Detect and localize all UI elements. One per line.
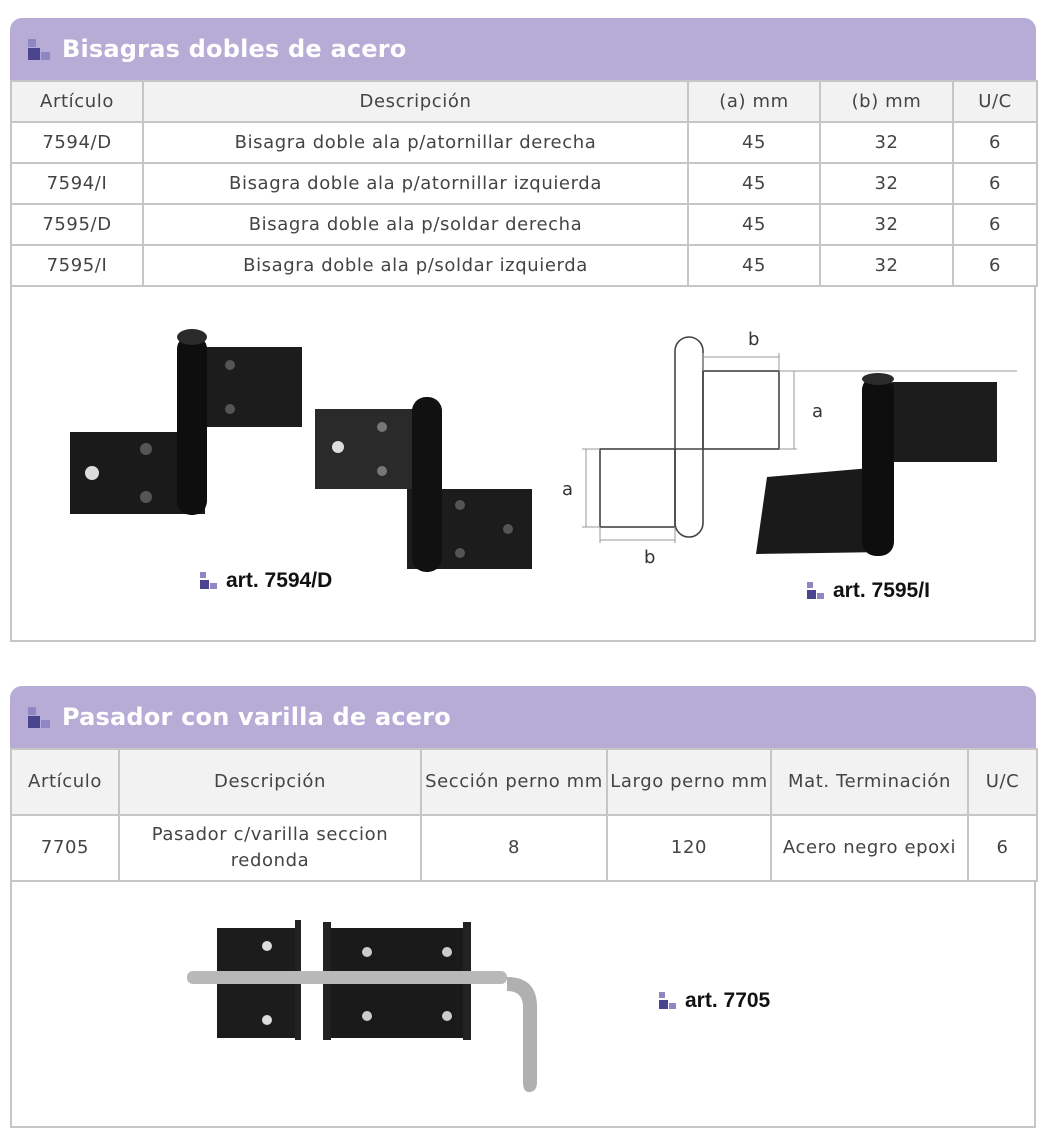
cell-largo: 120	[607, 815, 771, 881]
col-header: U/C	[953, 81, 1037, 122]
dimension-label-a: a	[812, 401, 824, 422]
table-row	[11, 163, 1037, 204]
brand-squares-icon	[28, 39, 52, 65]
cell-articulo: 7595/D	[11, 204, 143, 245]
product-table	[10, 80, 1038, 287]
cell-b: 32	[820, 163, 953, 204]
col-header: Mat. Terminación	[771, 749, 968, 815]
brand-squares-icon	[807, 582, 825, 600]
col-header: Sección perno mm	[421, 749, 607, 815]
col-header: (a) mm	[688, 81, 820, 122]
cell-seccion: 8	[421, 815, 607, 881]
table-header-row	[11, 81, 1037, 122]
cell-articulo: 7595/I	[11, 245, 143, 286]
cell-uc: 6	[953, 122, 1037, 163]
cell-uc: 6	[953, 163, 1037, 204]
cell-uc: 6	[953, 204, 1037, 245]
cell-b: 32	[820, 245, 953, 286]
table-row	[11, 245, 1037, 286]
cell-articulo: 7705	[11, 815, 119, 881]
caption-7595i	[807, 579, 930, 603]
product-image-panel	[10, 882, 1036, 1128]
cell-descripcion: Pasador c/varilla seccion redonda	[119, 815, 421, 881]
cell-descripcion: Bisagra doble ala p/atornillar izquierda	[143, 163, 688, 204]
col-header: Artículo	[11, 749, 119, 815]
section-bisagras	[10, 18, 1036, 642]
col-header: (b) mm	[820, 81, 953, 122]
cell-articulo: 7594/D	[11, 122, 143, 163]
cell-material: Acero negro epoxi	[771, 815, 968, 881]
caption-text: art. 7595/I	[833, 579, 930, 602]
hinge-7594-image	[62, 327, 322, 527]
col-header: U/C	[968, 749, 1037, 815]
cell-a: 45	[688, 245, 820, 286]
caption-7594d	[200, 569, 332, 593]
section-pasador	[10, 686, 1036, 1128]
section-title: Bisagras dobles de acero	[62, 35, 407, 63]
table-row	[11, 122, 1037, 163]
bolt-7705-image	[177, 912, 567, 1102]
dimension-label-b: b	[748, 329, 760, 350]
section-header	[10, 686, 1036, 748]
product-image-panel	[10, 287, 1036, 642]
brand-squares-icon	[200, 572, 218, 590]
cell-uc: 6	[968, 815, 1037, 881]
section-title: Pasador con varilla de acero	[62, 703, 451, 731]
cell-uc: 6	[953, 245, 1037, 286]
cell-a: 45	[688, 122, 820, 163]
col-header: Artículo	[11, 81, 143, 122]
cell-articulo: 7594/I	[11, 163, 143, 204]
caption-7705	[659, 989, 770, 1013]
caption-text: art. 7594/D	[226, 569, 333, 592]
brand-squares-icon	[28, 707, 52, 733]
col-header: Descripción	[119, 749, 421, 815]
table-row	[11, 815, 1037, 881]
cell-a: 45	[688, 204, 820, 245]
cell-b: 32	[820, 122, 953, 163]
cell-a: 45	[688, 163, 820, 204]
table-row	[11, 204, 1037, 245]
product-table	[10, 748, 1038, 882]
cell-b: 32	[820, 204, 953, 245]
col-header: Largo perno mm	[607, 749, 771, 815]
brand-squares-icon	[659, 992, 677, 1010]
cell-descripcion: Bisagra doble ala p/atornillar derecha	[143, 122, 688, 163]
hinge-7595-image	[752, 372, 1012, 562]
col-header: Descripción	[143, 81, 688, 122]
section-header	[10, 18, 1036, 80]
dimension-label-b: b	[644, 547, 656, 568]
cell-descripcion: Bisagra doble ala p/soldar izquierda	[143, 245, 688, 286]
cell-descripcion: Bisagra doble ala p/soldar derecha	[143, 204, 688, 245]
caption-text: art. 7705	[685, 989, 771, 1012]
table-header-row	[11, 749, 1037, 815]
hinge-7594-mirror-image	[312, 397, 552, 577]
dimension-label-a: a	[562, 479, 574, 500]
